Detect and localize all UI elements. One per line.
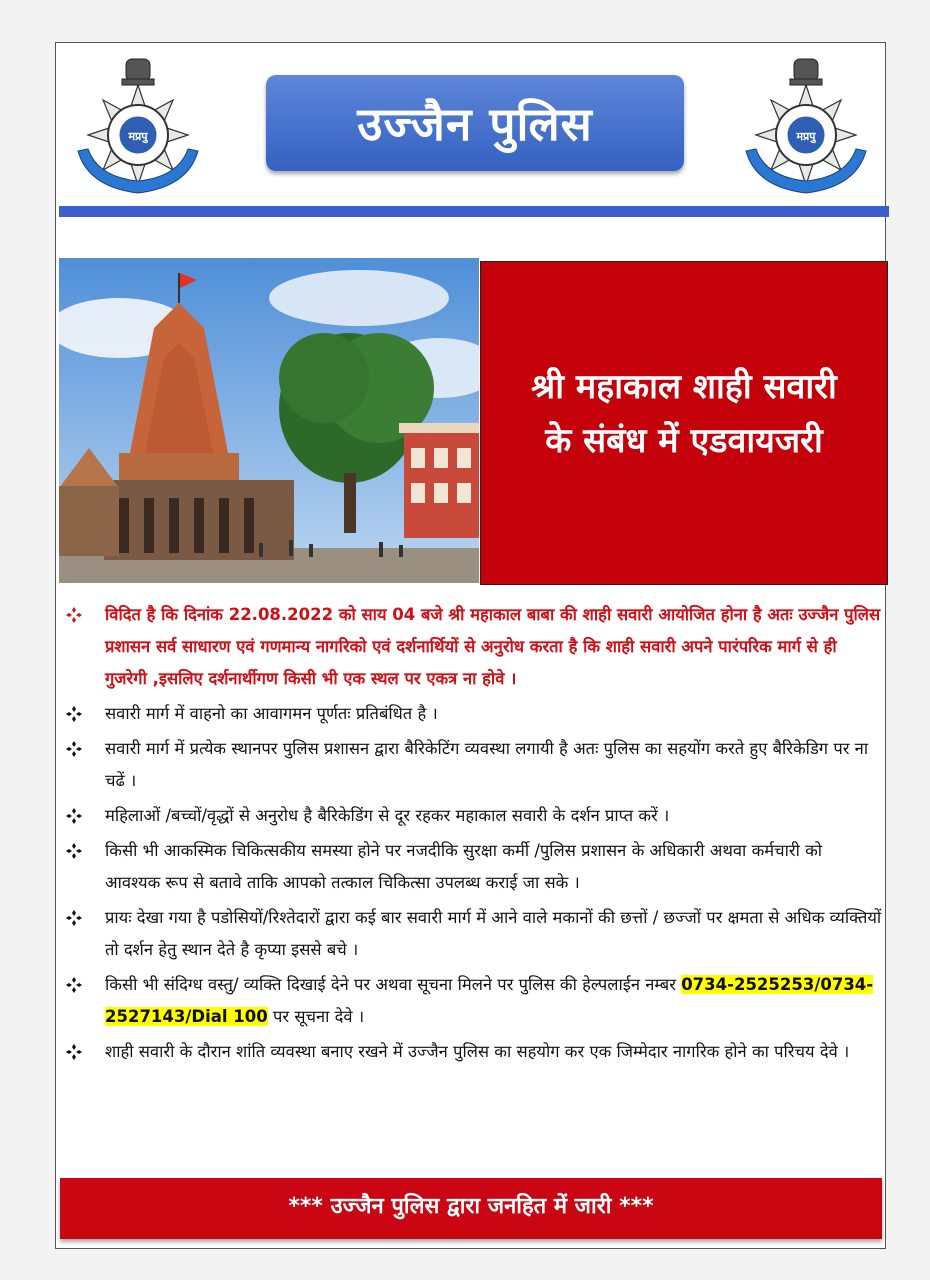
lion-capital-icon: [790, 59, 822, 85]
bullet-text: विदित है कि दिनांक 22.08.2022 को साय 04 बजे श्री महाकाल बाबा की शाही सवारी आयोजित होना है अतः उज्जैन पुलिस प्रशासन सर्व साधारण एवं गणमान्य नागरिको एवं दर्शनार्थियों से अनुरोध करता है कि शाही सवारी अपने पारंपरिक मार्ग से ही गुजरेगी ,इसलिए दर्शनार्थीगण किसी भी एक स्थल पर एकत्र ना होवे ।: [105, 605, 881, 688]
bullet-text: सवारी मार्ग में प्रत्येक स्थानपर पुलिस प्रशासन द्वारा बैरिकेटिंग व्यवस्था लगायी है अतः पुलिस का सहयोंग करते हुए बैरिकेडिग पर ना चढें ।: [105, 739, 869, 790]
bullet-text: किसी भी संदिग्ध वस्तु/ व्यक्ति दिखाई देने पर अथवा सूचना मिलने पर पुलिस की हेल्पलाईन नम्बर: [105, 975, 682, 994]
bullet-item: [60, 902, 882, 966]
bullet-item: [60, 733, 882, 797]
advisory-heading-line1: श्री महाकाल शाही सवारी: [531, 367, 837, 407]
helpline-numbers: 0734-2525253/0734-2527143/Dial 100: [105, 975, 874, 1026]
bullet-text: प्रायः देखा गया है पडोसियों/रिश्तेदारों द्वारा कई बार सवारी मार्ग में आने वाले मकानों की छत्तों / छज्जों पर क्षमता से अधिक व्यक्तियों तो दर्शन हेतु स्थान देते है कृप्या इससे बचे ।: [105, 908, 882, 959]
advisory-poster: [55, 42, 886, 1249]
bullet-text: सवारी मार्ग में वाहनो का आवागमन पूर्णतः प्रतिबंधित है ।: [105, 704, 438, 723]
advisory-heading: [531, 360, 837, 468]
bullet-item: [60, 599, 882, 695]
advisory-heading-line2: के संबंध में एडवायजरी: [545, 421, 823, 461]
header-title: उज्जैन पुलिस: [357, 97, 593, 151]
bullet-item: [60, 835, 882, 899]
diamond-bullet-icon: [64, 835, 84, 867]
lion-capital-icon: [122, 59, 154, 85]
mahakal-temple-photo: [59, 258, 479, 583]
svg-text:मप्रपु: मप्रपु: [796, 130, 816, 143]
svg-text:मप्रपु: मप्रपु: [128, 130, 148, 143]
bullet-text: किसी भी आकस्मिक चिकित्सकीय समस्या होने पर नजदीकि सुरक्षा कर्मी /पुलिस प्रशासन के अधिकारी अथवा कर्मचारी को आवश्यक रूप से बतावे ताकि आपको तत्काल चिकित्सा उपलब्ध कराई जा सके ।: [105, 841, 823, 892]
bullet-item: [60, 969, 882, 1033]
mp-police-emblem-right: [736, 47, 876, 197]
diamond-bullet-icon: [64, 969, 84, 1001]
bullet-item: [60, 698, 882, 730]
advisory-heading-box: [480, 261, 888, 585]
bullet-item: [60, 1036, 882, 1068]
diamond-bullet-icon: [64, 733, 84, 765]
diamond-bullet-icon: [64, 902, 84, 934]
bullet-item: [60, 800, 882, 832]
bullet-text: महिलाओं /बच्चों/वृद्धों से अनुरोध है बैरिकेडिंग से दूर रहकर महाकाल सवारी के दर्शन प्राप्त करें ।: [105, 806, 670, 825]
header-title-box: [266, 75, 684, 171]
bullet-text-suffix: पर सूचना देवे ।: [267, 1007, 365, 1026]
bullet-text: शाही सवारी के दौरान शांति व्यवस्था बनाए रखने में उज्जैन पुलिस का सहयोग कर एक जिम्मेदार नागरिक होने का परिचय देवे ।: [105, 1042, 850, 1061]
footer-text: *** उज्जैन पुलिस द्वारा जनहित में जारी ***: [288, 1193, 654, 1219]
footer-banner: [60, 1178, 882, 1239]
advisory-bullet-list: [60, 599, 882, 1071]
diamond-bullet-icon: [64, 1036, 84, 1068]
diamond-bullet-icon: [64, 599, 84, 631]
header-divider: [59, 206, 889, 217]
mp-police-emblem-left: [68, 47, 208, 197]
diamond-bullet-icon: [64, 800, 84, 832]
diamond-bullet-icon: [64, 698, 84, 730]
